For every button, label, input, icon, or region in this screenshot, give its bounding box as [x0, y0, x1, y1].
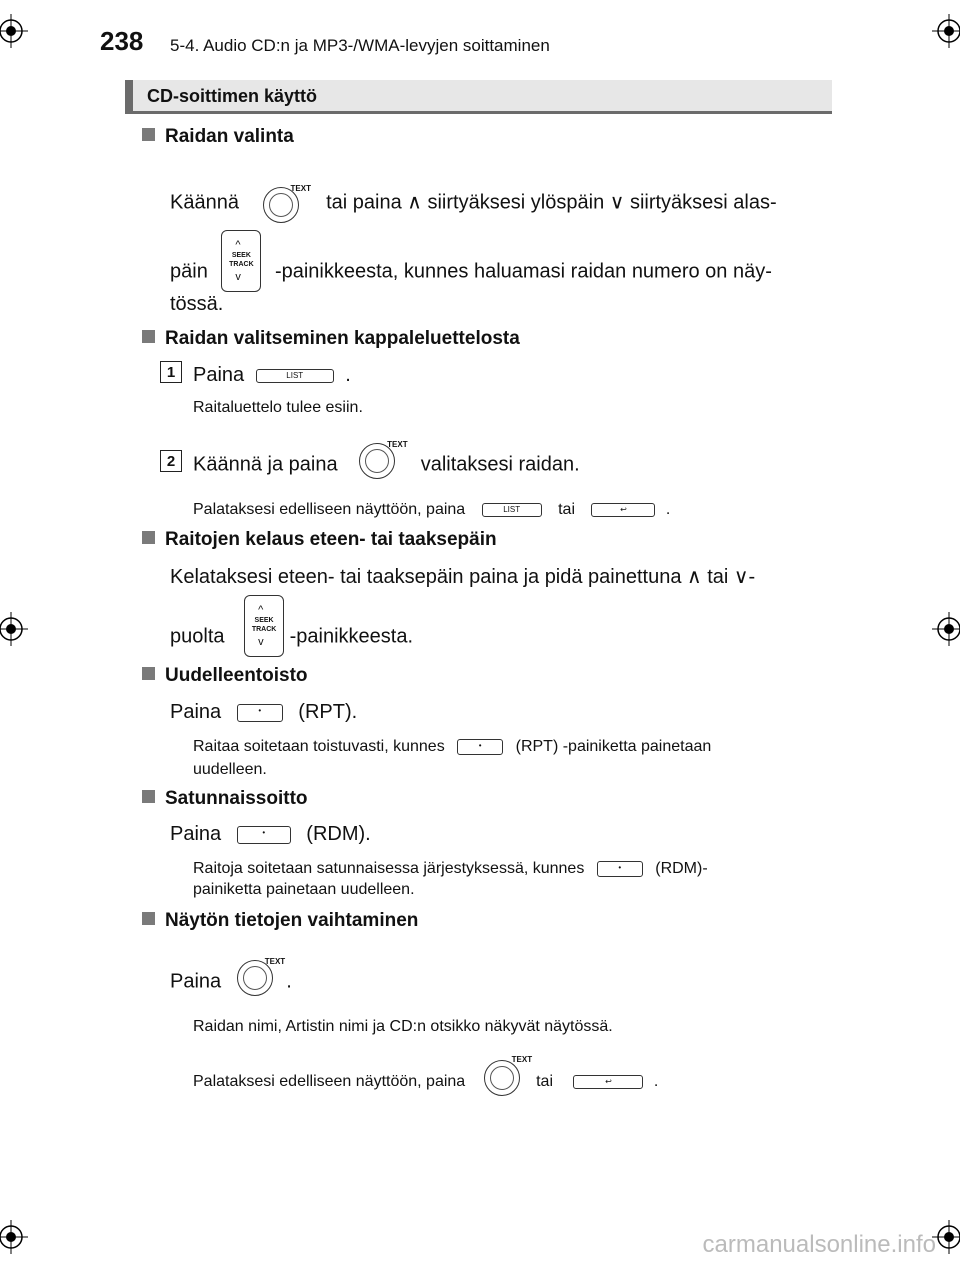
- registration-mark-icon: [0, 1220, 28, 1254]
- note-text: Palataksesi edelliseen näyttöön, paina LIST tai ↩ .: [193, 501, 671, 518]
- note-text: Raidan nimi, Artistin nimi ja CD:n otsikko näkyvät näytössä.: [193, 1018, 613, 1035]
- seek-track-button-icon: ^ SEEK TRACK v: [221, 230, 261, 292]
- paragraph: Kelataksesi eteen- tai taaksepäin paina ja pidä painettuna ∧ tai ∨-: [170, 566, 756, 588]
- paragraph: Paina • (RDM).: [170, 823, 371, 845]
- watermark: carmanualsonline.info: [702, 1231, 936, 1258]
- paragraph: Paina • (RPT).: [170, 701, 358, 723]
- paragraph: puolta ^ SEEK TRACK v -painikkeesta.: [170, 617, 413, 657]
- step-number: 1: [160, 361, 182, 383]
- bullet-square-icon: [142, 790, 155, 803]
- preset-button-icon: •: [597, 861, 643, 877]
- note-text: Raitoja soitetaan satunnaisessa järjestyksessä, kunnes • (RDM)-: [193, 860, 708, 877]
- registration-mark-icon: [932, 1220, 960, 1254]
- tune-knob-icon: TEXT: [263, 183, 303, 223]
- paragraph: Paina TEXT .: [170, 968, 292, 996]
- heading-repeat: Uudelleentoisto: [142, 665, 308, 687]
- registration-mark-icon: [0, 612, 28, 646]
- back-button-icon: ↩: [573, 1075, 643, 1089]
- page-number: 238: [100, 26, 144, 56]
- registration-mark-icon: [0, 14, 28, 48]
- registration-mark-icon: [932, 612, 960, 646]
- note-text: painiketta painetaan uudelleen.: [193, 881, 415, 898]
- paragraph: päin ^ SEEK TRACK v -painikkeesta, kunnes haluamasi raidan numero on näy-: [170, 252, 830, 292]
- seek-track-button-icon: ^ SEEK TRACK v: [244, 595, 284, 657]
- note-text: uudelleen.: [193, 761, 267, 778]
- list-button-icon: LIST: [482, 503, 542, 517]
- section-title-bar: [125, 80, 832, 114]
- note-text: Raitaluettelo tulee esiin.: [193, 399, 363, 416]
- preset-button-icon: •: [237, 704, 283, 722]
- step-number: 2: [160, 450, 182, 472]
- bullet-square-icon: [142, 531, 155, 544]
- preset-button-icon: •: [457, 739, 503, 755]
- tune-knob-icon: TEXT: [484, 1056, 524, 1096]
- heading-track-select: Raidan valinta: [142, 126, 294, 148]
- note-text: Raitaa soitetaan toistuvasti, kunnes • (RPT) -painiketta painetaan: [193, 738, 712, 755]
- heading-fast-forward: Raitojen kelaus eteen- tai taaksepäin: [142, 529, 497, 551]
- step-text: Käännä ja paina TEXT valitaksesi raidan.: [193, 451, 580, 479]
- bullet-square-icon: [142, 912, 155, 925]
- preset-button-icon: •: [237, 826, 291, 844]
- heading-random: Satunnaissoitto: [142, 788, 308, 810]
- tune-knob-icon: TEXT: [237, 956, 277, 996]
- tune-knob-icon: TEXT: [359, 439, 399, 479]
- heading-list-select: Raidan valitseminen kappaleluettelosta: [142, 328, 520, 350]
- bullet-square-icon: [142, 128, 155, 141]
- bullet-square-icon: [142, 330, 155, 343]
- step-text: Paina LIST .: [193, 364, 351, 386]
- note-text: Palataksesi edelliseen näyttöön, paina TEXT tai ↩ .: [193, 1068, 658, 1096]
- heading-display-info: Näytön tietojen vaihtaminen: [142, 910, 418, 932]
- paragraph: Käännä TEXT tai paina ∧ siirtyäksesi ylöspäin ∨ siirtyäksesi alas-: [170, 183, 830, 223]
- registration-mark-icon: [932, 14, 960, 48]
- section-title: CD-soittimen käyttö: [147, 86, 318, 106]
- bullet-square-icon: [142, 667, 155, 680]
- list-button-icon: LIST: [256, 369, 334, 383]
- back-button-icon: ↩: [591, 503, 655, 517]
- paragraph: tössä.: [170, 293, 224, 315]
- running-head: 5-4. Audio CD:n ja MP3-/WMA-levyjen soittaminen: [170, 36, 550, 55]
